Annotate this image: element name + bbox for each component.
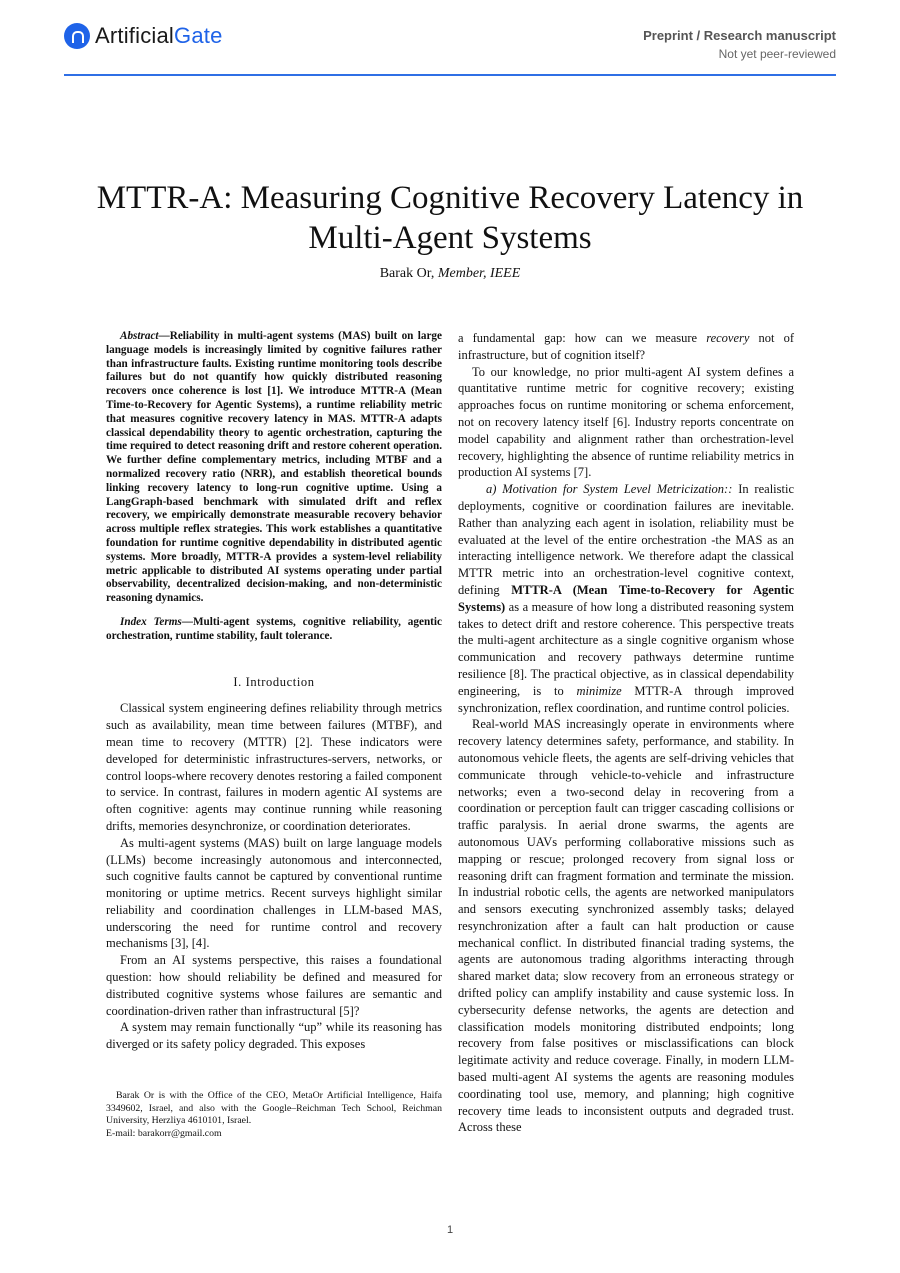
index-terms: Index Terms—Multi-agent systems, cognitive reliability, agentic orchestration, runtime stability, fault tolerance. <box>106 615 442 642</box>
intro-paragraph-2: As multi-agent systems (MAS) built on large language models (LLMs) become increasingly autonomous and interconnected, such cognitive faults cannot be captured by conventional runtime monitoring or uptime metrics. Recent surveys highlight similar reliability and coordination challenges in LLM-based MAS, underscoring the need for runtime control and recovery mechanisms [3], [4]. <box>106 835 442 951</box>
section-heading-introduction: I. Introduction <box>233 674 315 689</box>
author-footnote <box>106 1090 442 1140</box>
author-line <box>60 266 840 282</box>
page-number: 1 <box>446 1224 454 1236</box>
logo-icon <box>64 23 90 49</box>
subsection-motivation: a) Motivation for System Level Metricization:: In realistic deployments, cognitive or coordination failures are inevitable. Rather than analyzing each agent in isolation, reliability must be evaluated at the level of the entire orchestration -the MAS as an interacting intelligence network. We therefore adapt the classical MTTR metric into an orchestration-level cognitive context, defining MTTR-A (Mean Time-to-Recovery for Agentic Systems) as a measure of how long a distributed reasoning system takes to detect drift and restore coherence. This perspective treats the multi-agent architecture as a single cognitive organism whose communication and recovery pathways determine runtime resilience [8]. The practical objective, as in classical dependability engineering, is to minimize MTTR-A through improved synchronization, reflex coordination, and runtime control policies. <box>458 482 794 715</box>
status-line-2: Not yet peer-reviewed <box>718 47 836 61</box>
preprint-status <box>643 28 836 61</box>
abstract-label: Abstract <box>120 330 159 342</box>
right-paragraph-4: Real-world MAS increasingly operate in environments where recovery latency determines safety, performance, and stability. In autonomous vehicle fleets, the agents are self-driving vehicles that communicate through vehicle-to-vehicle and infrastructure networks; even a two-second delay in recovering from a coordination or perception fault can trigger cascading collisions or traffic paralysis. In aerial drone swarms, the agents are autonomous UAVs performing collaborative missions such as mapping or rescue; prolonged recovery from signal loss or reasoning drift can fragment formation and terminate the mission. In industrial robotic cells, the agents are networked manipulators and sensors executing synchronized assembly tasks; delayed resynchronization after a fault can halt production or cause mechanical conflict. In distributed financial trading systems, the agents are autonomous trading algorithms interacting through shared market data; slow recovery from an erroneous strategy or drifted policy can amplify instability and cause systemic loss. In cybersecurity defense networks, the agents are detection and classification models monitoring distributed endpoints; long recovery from false positives or misclassifications can block legitimate activity and reduce coverage. Finally, in modern LLM-based multi-agent AI systems the agents are reasoning modules coordinating tool use, memory, and planning; high cognitive recovery time leads to inconsistent outputs and degraded trust. Across these <box>458 717 794 1135</box>
intro-paragraph-4: A system may remain functionally “up” while its reasoning has diverged or its safety policy degraded. This exposes <box>106 1020 442 1052</box>
left-column <box>106 330 442 1053</box>
artificialgate-logo[interactable] <box>64 22 223 50</box>
right-paragraph-1: a fundamental gap: how can we measure recovery not of infrastructure, but of cognition itself? <box>458 331 794 362</box>
author-name: Barak Or, <box>379 266 435 281</box>
abstract: Abstract—Reliability in multi-agent systems (MAS) built on large language models is increasingly limited by cognitive failures rather than infrastructure faults. Existing runtime monitoring tools describe failures but do not quantify how quickly distributed reasoning recovers once coherence is lost [1]. We introduce MTTR-A (Mean Time-to-Recovery for Agentic Systems), a runtime reliability metric that measures cognitive recovery latency in MAS. MTTR-A adapts classical dependability theory to agentic orchestration, capturing the time required to detect reasoning drift and restore coherent operation. We further define complementary metrics, including MTBF and a normalized recovery ratio (NRR), and establish theoretical bounds linking recovery latency to long-run cognitive uptime. Using a LangGraph-based benchmark with simulated drift and reflex recovery, we empirically demonstrate measurable recovery behavior across multiple reflex strategies. This work establishes a quantitative foundation for runtime cognitive dependability in distributed agentic systems. More broadly, MTTR-A provides a system-level reliability metric applicable to distributed AI systems operating under partial observability, decentralized decision-making, and non-deterministic reasoning dynamics. <box>106 330 442 605</box>
header-divider <box>64 74 836 76</box>
footnote-email: E-mail: barakorr@gmail.com <box>106 1127 222 1139</box>
right-column <box>458 330 794 1136</box>
intro-paragraph-1: Classical system engineering defines reliability through metrics such as availability, mean time between failures (MTBF), and mean time to recovery (MTTR) [2]. These indicators were developed for deterministic infrastructures-servers, networks, or control loops-where recovery denotes restoring a failed component to service. In contrast, failures in modern agentic AI systems are often cognitive: agents may continue running while reasoning drifts, memories desynchronize, or coordination deteriorates. <box>106 701 442 833</box>
right-paragraph-2: To our knowledge, no prior multi-agent AI system defines a quantitative runtime metric for cognitive recovery; existing approaches focus on runtime monitoring or schema enforcement, not on recovery latency itself [6]. Industry reports concentrate on model capability and alignment rather than orchestration-level recovery, highlighting the absence of runtime reliability metrics in production AI systems [7]. <box>458 364 794 480</box>
author-role: Member, IEEE <box>437 266 521 281</box>
index-terms-label: Index Terms <box>120 615 182 628</box>
subsection-title: a) Motivation for System Level Metricization:: <box>486 482 733 497</box>
status-line-1: Preprint / Research manuscript <box>643 28 836 43</box>
paper-title: MTTR-A: Measuring Cognitive Recovery Latency in Multi-Agent Systems <box>96 180 804 256</box>
footnote-affiliation: Barak Or is with the Office of the CEO, MetaOr Artificial Intelligence, Haifa 3349602, Israel, and also with the Google–Reichman Tech School, Reichman University, Herzliya 4610101, Israel. <box>106 1090 442 1127</box>
logo-wordmark: ArtificialGate <box>95 23 223 48</box>
intro-paragraph-3: From an AI systems perspective, this raises a foundational question: how should reliability be defined and measured for distributed cognitive systems whose failures are semantic and coordination-driven rather than infrastructural [5]? <box>106 953 442 1018</box>
page-header <box>0 0 900 78</box>
